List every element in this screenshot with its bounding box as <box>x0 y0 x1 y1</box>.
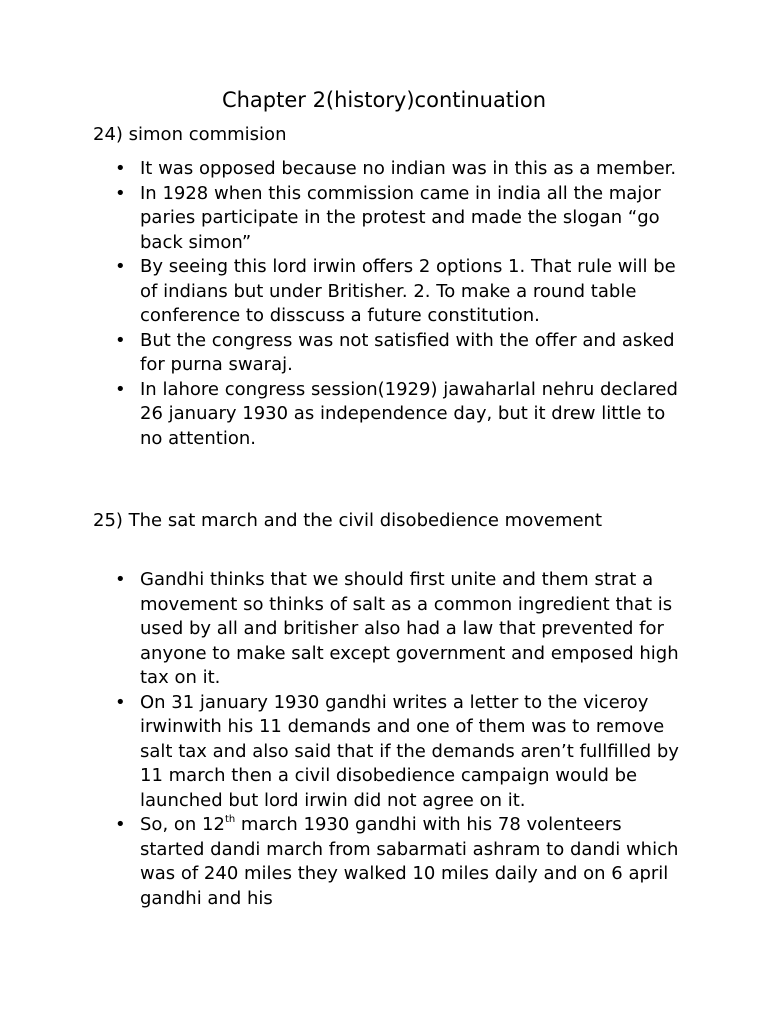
section-heading-24: 24) simon commision <box>93 124 287 145</box>
bullet-icon: • <box>115 182 126 204</box>
text-segment: march 1930 gandhi with his 78 volenteers started dandi march from sabarmati ashram to dandi which was of 240 miles they walked 10 miles daily and on 6 april gandhi and his <box>140 814 679 909</box>
list-item <box>93 568 683 691</box>
bullet-icon: • <box>115 569 126 590</box>
bullet-icon: • <box>115 378 126 400</box>
list-item <box>93 378 683 452</box>
list-item <box>93 157 683 182</box>
bullet-icon: • <box>115 814 126 835</box>
list-item-text: On 31 january 1930 gandhi writes a letter to the viceroy irwinwith his 11 demands and one of them was to remove salt tax and also said that if the demands aren’t fullfilled by 11 march then a civil disobedience campaign would be launched but lord irwin did not agree on it. <box>140 691 679 811</box>
superscript: th <box>224 814 236 825</box>
bullet-icon: • <box>115 256 126 277</box>
list-item-text: By seeing this lord irwin offers 2 options 1. That rule will be of indians but under Britisher. 2. To make a round table conference to disscuss a future constitution. <box>140 256 676 326</box>
list-item <box>93 182 683 256</box>
list-item-text: Gandhi thinks that we should first unite and them strat a movement so thinks of salt as a common ingredient that is used by all and britisher also had a law that prevented for anyone to make salt except government and emposed high tax on it. <box>140 569 679 688</box>
bullet-icon: • <box>115 158 126 179</box>
list-item-text: In lahore congress session(1929) jawaharlal nehru declared 26 january 1930 as independence day, but it drew little to no attention. <box>140 378 678 449</box>
page-title: Chapter 2(history)continuation <box>221 88 547 112</box>
list-item-text: In 1928 when this commission came in india all the major paries participate in the protest and made the slogan “go back simon” <box>140 182 661 253</box>
bullet-icon: • <box>115 691 126 713</box>
text-segment: So, on 12 <box>140 814 225 835</box>
list-item <box>93 691 683 814</box>
list-item-text <box>140 814 678 909</box>
list-item-text: But the congress was not satisfied with the offer and asked for purna swaraj. <box>140 329 675 375</box>
list-item-text: It was opposed because no indian was in this as a member. <box>140 158 677 179</box>
section-24-list <box>93 157 683 451</box>
bullet-icon: • <box>115 329 126 351</box>
list-item <box>93 813 683 911</box>
list-item <box>93 255 683 329</box>
section-25-list <box>93 568 683 911</box>
section-heading-25: 25) The sat march and the civil disobedience movement <box>93 510 603 531</box>
list-item <box>93 329 683 378</box>
